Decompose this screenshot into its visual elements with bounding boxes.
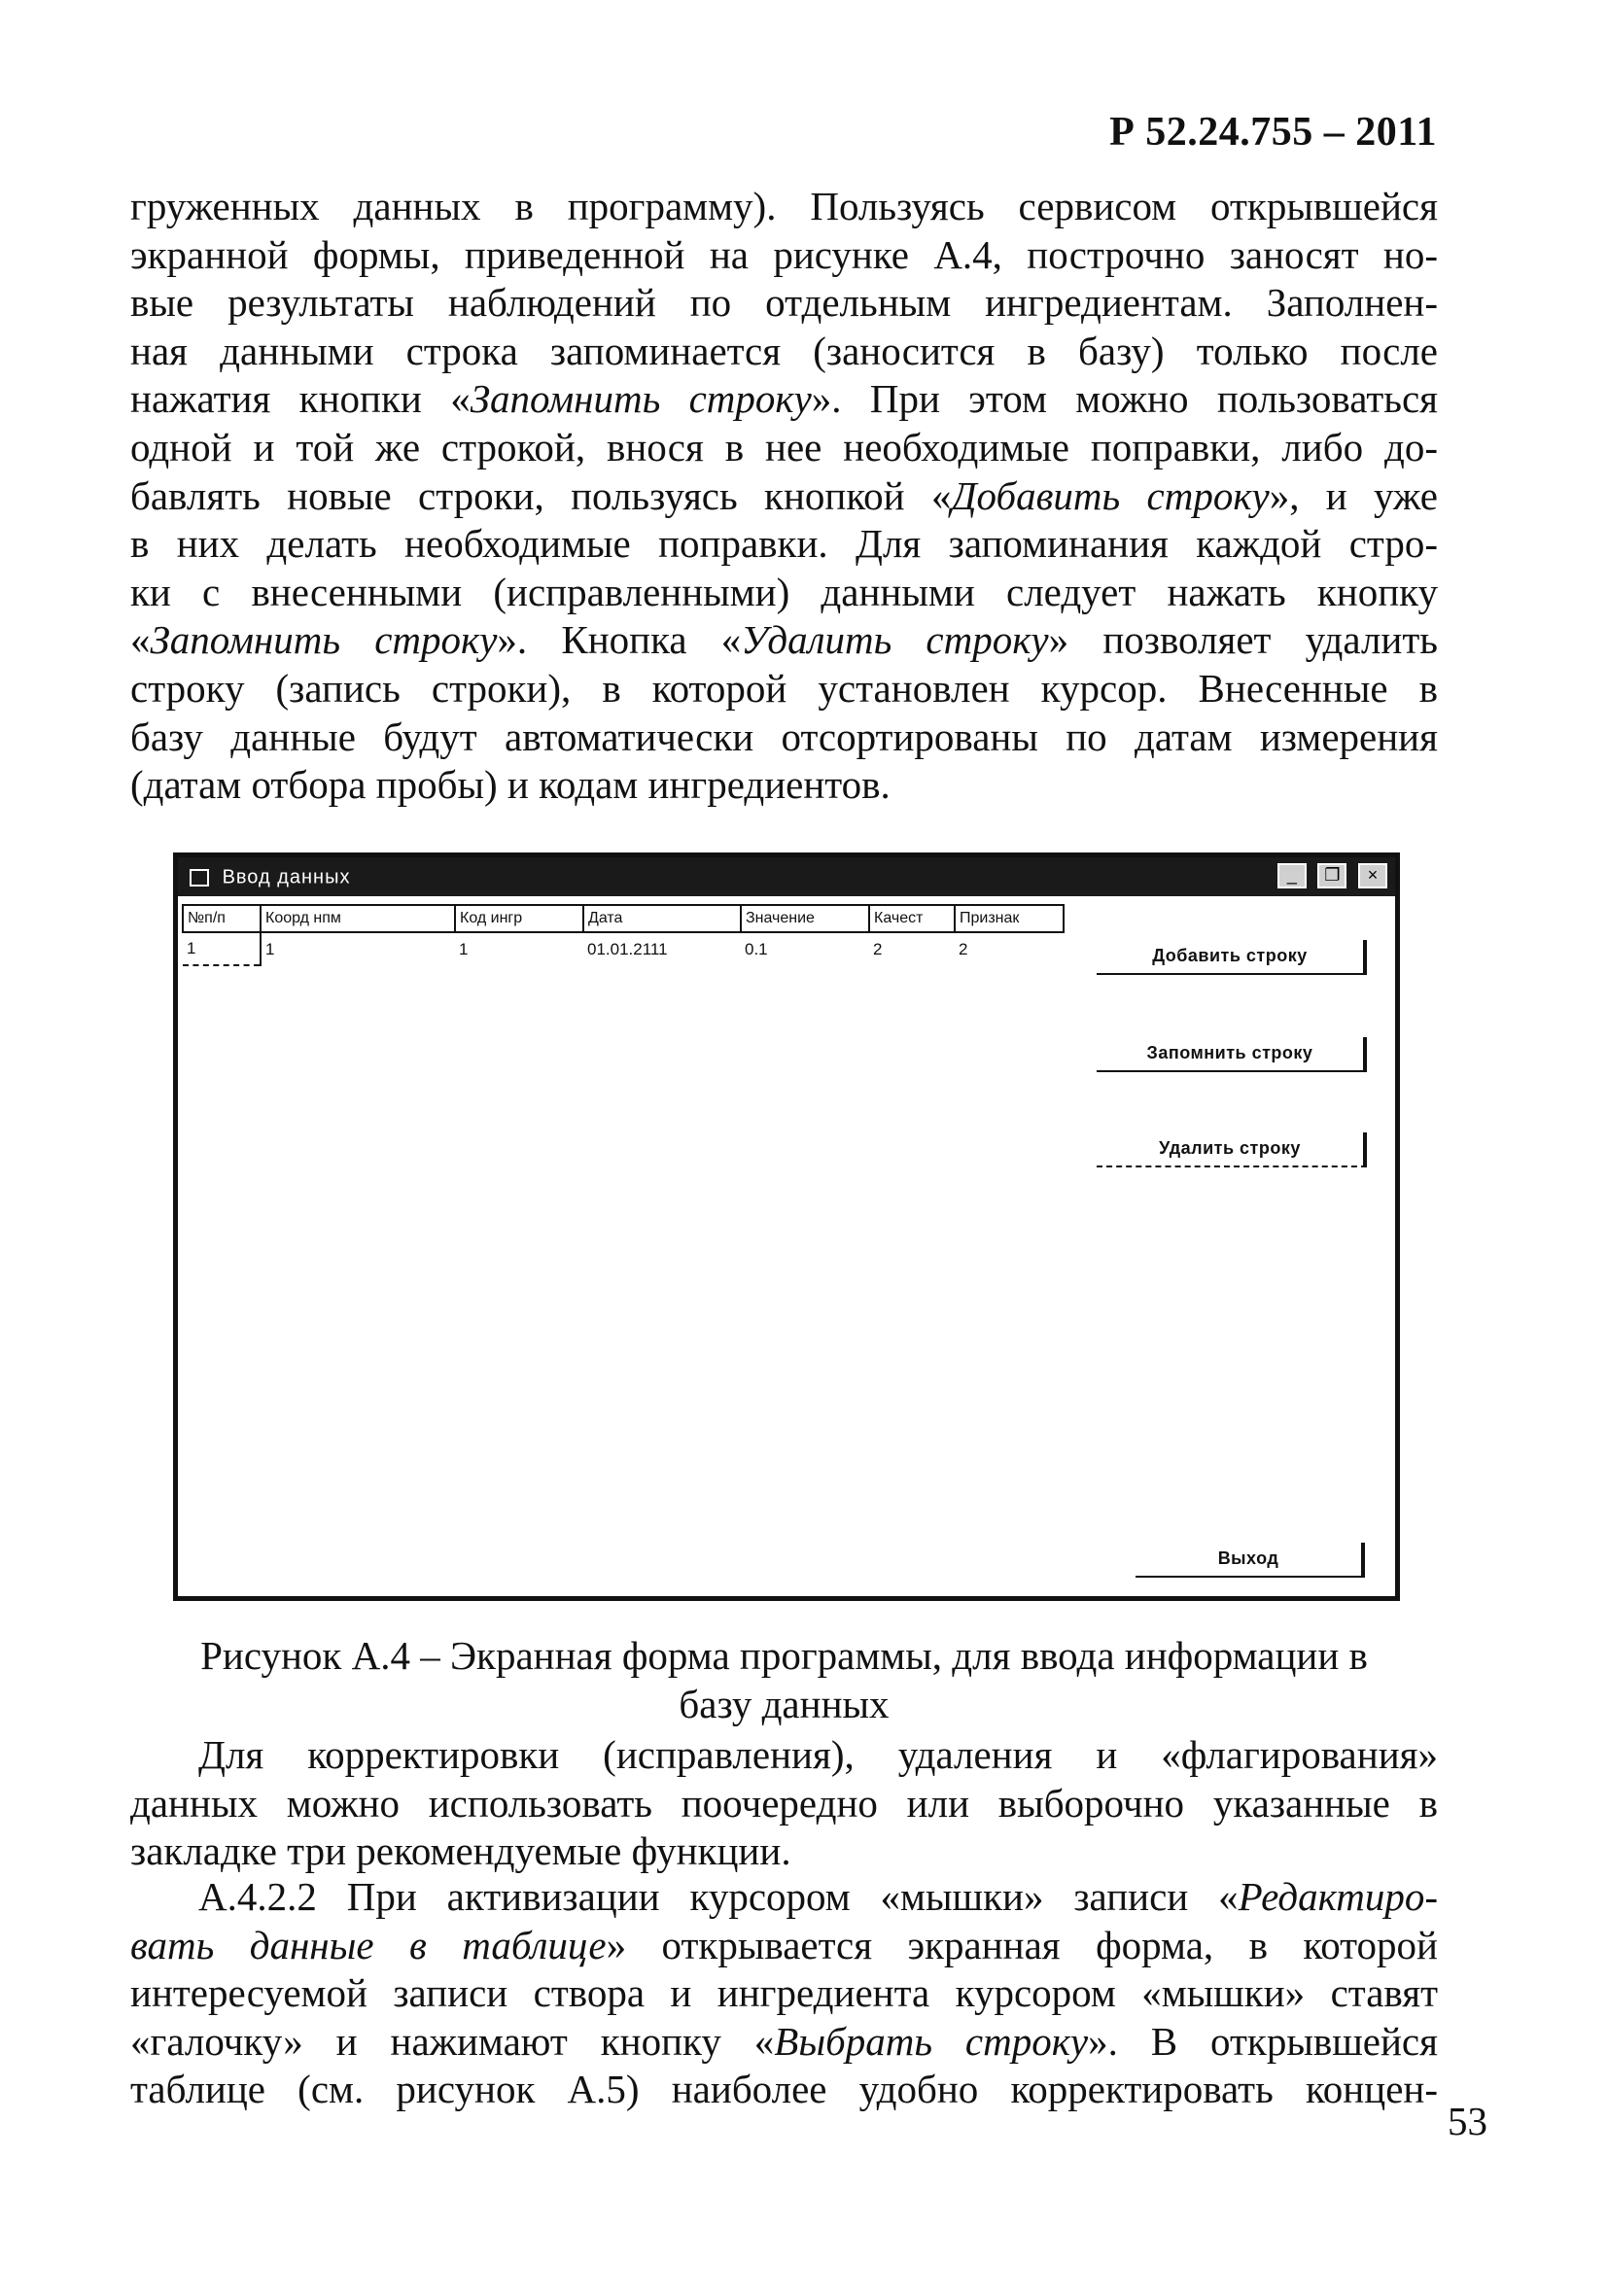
text-run: » позволяет удалить	[1048, 617, 1438, 663]
text-run: », и уже	[1269, 472, 1438, 518]
page-number: 53	[1448, 2099, 1487, 2143]
italic-text: вать данные в таблице	[130, 1922, 607, 1967]
text-line	[130, 1731, 1438, 1780]
text-line	[130, 1922, 1438, 1970]
cell-date[interactable]: 01.01.2111	[587, 939, 668, 958]
text-line	[130, 231, 1438, 280]
text-run: строку (запись строки), в которой установлен курсор. Внесенные в	[130, 665, 1438, 711]
delete-row-button[interactable]: Удалить строку	[1097, 1132, 1367, 1167]
text-line	[130, 520, 1438, 569]
window-menu-icon[interactable]	[190, 869, 209, 887]
italic-text: Запомнить строку	[150, 617, 498, 663]
save-row-button[interactable]: Запомнить строку	[1097, 1037, 1367, 1072]
italic-text: Удалить строку	[741, 617, 1049, 663]
grid-header-row	[183, 905, 1064, 932]
text-run: Для корректировки (исправления), удаления и «флагирования»	[198, 1732, 1438, 1777]
text-line	[130, 616, 1438, 665]
figure-caption	[130, 1631, 1438, 1728]
text-run: экранной формы, приведенной на рисунке А.4, построчно заносят но-	[130, 231, 1438, 277]
cell-number[interactable]: 1	[183, 932, 261, 965]
text-run: ная данными строка запоминается (заносится в базу) только после	[130, 328, 1438, 373]
paragraph-2	[130, 1731, 1438, 1876]
text-run: нажатия кнопки «	[130, 376, 471, 422]
close-button[interactable]: ×	[1358, 863, 1387, 888]
italic-text: Добавить строку	[951, 472, 1270, 518]
italic-text: Запомнить строку	[470, 376, 812, 422]
paragraph-3	[130, 1873, 1438, 2114]
text-line	[130, 713, 1438, 762]
exit-button[interactable]: Выход	[1136, 1543, 1365, 1578]
text-line	[130, 279, 1438, 328]
text-run: ». В открывшейся	[1088, 2018, 1438, 2064]
table-row[interactable]	[183, 932, 1064, 965]
text-run: груженных данных в программу). Пользуясь сервисом открывшейся	[130, 184, 1438, 228]
window-titlebar[interactable]	[178, 857, 1395, 896]
cell-coord[interactable]: 1	[265, 939, 275, 958]
text-line	[130, 2066, 1438, 2114]
figure-caption-line-1: Рисунок А.4 – Экранная форма программы, для ввода информации в	[200, 1633, 1368, 1678]
text-run: таблице (см. рисунок А.5) наиболее удобно корректировать концен-	[130, 2067, 1438, 2112]
paragraph-1	[130, 183, 1438, 810]
text-line	[130, 2018, 1438, 2067]
column-header-ingredient-code[interactable]: Код ингр	[455, 905, 583, 932]
column-header-coord[interactable]: Коорд нпм	[261, 905, 455, 932]
window-title: Ввод данных	[222, 866, 351, 888]
italic-text: Редактиро-	[1238, 1874, 1438, 1919]
text-run: ». При этом можно пользоваться	[811, 376, 1439, 422]
data-entry-window	[173, 852, 1400, 1601]
column-header-flag[interactable]: Признак	[955, 905, 1064, 932]
text-run: «	[130, 617, 151, 663]
text-run: «галочку» и нажимают кнопку «	[130, 2018, 775, 2064]
data-grid	[182, 904, 1065, 966]
text-run: (датам отбора пробы) и кодам ингредиентов.	[130, 762, 891, 808]
text-line	[130, 183, 1438, 231]
text-run: интересуемой записи створа и ингредиента курсором «мышки» ставят	[130, 1970, 1438, 2016]
text-run: ки с внесенными (исправленными) данными следует нажать кнопку	[130, 569, 1438, 614]
text-run: А.4.2.2 При активизации курсором «мышки» записи «	[198, 1874, 1239, 1919]
text-line	[130, 761, 1438, 810]
text-run: бавлять новые строки, пользуясь кнопкой «	[130, 472, 952, 518]
text-run: » открывается экранная форма, в которой	[606, 1922, 1438, 1967]
text-line	[130, 1969, 1438, 2018]
cell-flag[interactable]: 2	[959, 939, 968, 958]
add-row-button[interactable]: Добавить строку	[1097, 940, 1367, 975]
text-run: в них делать необходимые поправки. Для запоминания каждой стро-	[130, 521, 1438, 567]
text-run: данных можно использовать поочередно или выборочно указанные в	[130, 1780, 1438, 1826]
cell-ingredient-code[interactable]: 1	[459, 939, 469, 958]
text-line	[130, 665, 1438, 713]
text-line	[130, 424, 1438, 472]
text-line	[130, 1827, 1438, 1876]
column-header-number[interactable]: №п/п	[183, 905, 261, 932]
text-run: вые результаты наблюдений по отдельным ингредиентам. Заполнен-	[130, 280, 1438, 326]
restore-button[interactable]: ❐	[1317, 863, 1346, 888]
figure-caption-line-2: базу данных	[679, 1682, 890, 1726]
cell-quality[interactable]: 2	[873, 939, 883, 958]
text-run: закладке три рекомендуемые функции.	[130, 1828, 791, 1874]
text-line	[130, 1873, 1438, 1922]
column-header-value[interactable]: Значение	[741, 905, 869, 932]
text-run: одной и той же строкой, внося в нее необходимые поправки, либо до-	[130, 424, 1438, 470]
text-line	[130, 328, 1438, 376]
text-run: ». Кнопка «	[497, 617, 742, 663]
text-run: базу данные будут автоматически отсортированы по датам измерения	[130, 713, 1438, 759]
text-line	[130, 1780, 1438, 1828]
minimize-button[interactable]: _	[1277, 863, 1307, 888]
text-line	[130, 472, 1438, 521]
column-header-quality[interactable]: Качест	[869, 905, 955, 932]
column-header-date[interactable]: Дата	[583, 905, 741, 932]
text-line	[130, 375, 1438, 424]
italic-text: Выбрать строку	[774, 2018, 1089, 2064]
document-number: Р 52.24.755 – 2011	[1109, 110, 1437, 155]
cell-value[interactable]: 0.1	[745, 939, 768, 958]
window-controls	[1272, 863, 1387, 890]
text-line	[130, 569, 1438, 617]
